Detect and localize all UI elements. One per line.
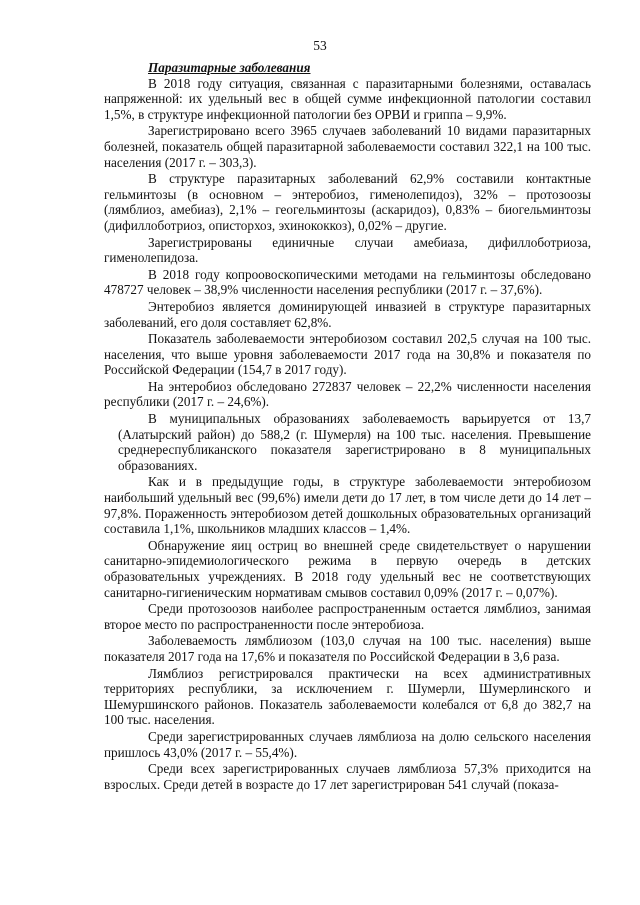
paragraph: В структуре паразитарных заболеваний 62,9% составили контактные гельминтозы (в основном – энтеробиоз, гименолепидоз), 32% – протозоозы (лямблиоз, амебиаз), 2,1% – геогельминтозы (аскаридоз), 0,83% – биогельминтозы (дифиллоботриоз, описторхоз, эхинококкоз), 0,02% – другие. <box>104 171 591 233</box>
paragraph: Среди зарегистрированных случаев лямблиоза на долю сельского населения пришлось 43,0% (2017 г. – 55,4%). <box>104 728 591 760</box>
paragraph: В 2018 году ситуация, связанная с паразитарными болезнями, оставалась напряженной: их удельный вес в общей сумме инфекционной патологии составил 1,5%, в структуре инфекционной патологии без ОРВИ и гриппа – 9,9%. <box>104 75 591 122</box>
paragraph: Заболеваемость лямблиозом (103,0 случая на 100 тыс. населения) выше показателя 2017 года на 17,6% и показателя по Российской Федерации в 3,6 раза. <box>104 633 591 664</box>
paragraph: Среди всех зарегистрированных случаев лямблиоза 57,3% приходится на взрослых. Среди детей в возрасте до 17 лет зарегистрирован 541 случай (показа- <box>104 761 591 792</box>
paragraph: В муниципальных образованиях заболеваемость варьируется от 13,7 (Алатырский район) до 588,2 (г. Шумерля) на 100 тыс. населения. Превышение среднереспубликанского показателя зарегистрировано в 8 муниципальных образованиях. <box>118 411 591 473</box>
paragraph: Среди протозоозов наиболее распространенным остается лямблиоз, занимая второе место по распространенности после энтеробиоза. <box>104 601 591 632</box>
page-content <box>104 60 591 793</box>
paragraph: В 2018 году копроовоскопическими методами на гельминтозы обследовано 478727 человек – 38,9% численности населения республики (2017 г. – 37,6%). <box>104 266 591 298</box>
paragraph: Обнаружение яиц остриц во внешней среде свидетельствует о нарушении санитарно-эпидемиологического режима в первую очередь в детских образовательных учреждениях. В 2018 году удельный вес не соответствующих санитарно-гигиеническим нормативам смывов составил 0,09% (2017 г. – 0,07%). <box>104 537 591 600</box>
paragraph: Зарегистрировано всего 3965 случаев заболеваний 10 видами паразитарных болезней, показатель общей паразитарной заболеваемости составил 322,1 на 100 тыс. населения (2017 г. – 303,3). <box>104 123 591 170</box>
paragraph: Как и в предыдущие годы, в структуре заболеваемости энтеробиозом наибольший удельный вес (99,6%) имели дети до 17 лет, в том числе дети до 14 лет – 97,8%. Пораженность энтеробиозом детей дошкольных образовательных организаций составила 1,1%, школьников младших классов – 1,4%. <box>104 474 591 537</box>
paragraph: На энтеробиоз обследовано 272837 человек – 22,2% численности населения республики (2017 г. – 24,6%). <box>104 378 591 410</box>
paragraph: Зарегистрированы единичные случаи амебиаза, дифиллоботриоза, гименолепидоза. <box>104 234 591 266</box>
paragraph: Лямблиоз регистрировался практически на всех административных территориях республики, за исключением г. Шумерли, Шумерлинского и Шемуршинского районов. Показатель заболеваемости колебался от 6,8 до 382,7 на 100 тыс. населения. <box>104 665 591 728</box>
page-number: 53 <box>313 38 327 53</box>
paragraph: Показатель заболеваемости энтеробиозом составил 202,5 случая на 100 тыс. населения, что выше уровня заболеваемости 2017 года на 30,8% и показателя по Российской Федерации (154,7 в 2017 году). <box>104 331 591 378</box>
section-heading: Паразитарные заболевания <box>148 60 311 75</box>
paragraph: Энтеробиоз является доминирующей инвазией в структуре паразитарных заболеваний, его доля составляет 62,8%. <box>104 298 591 330</box>
